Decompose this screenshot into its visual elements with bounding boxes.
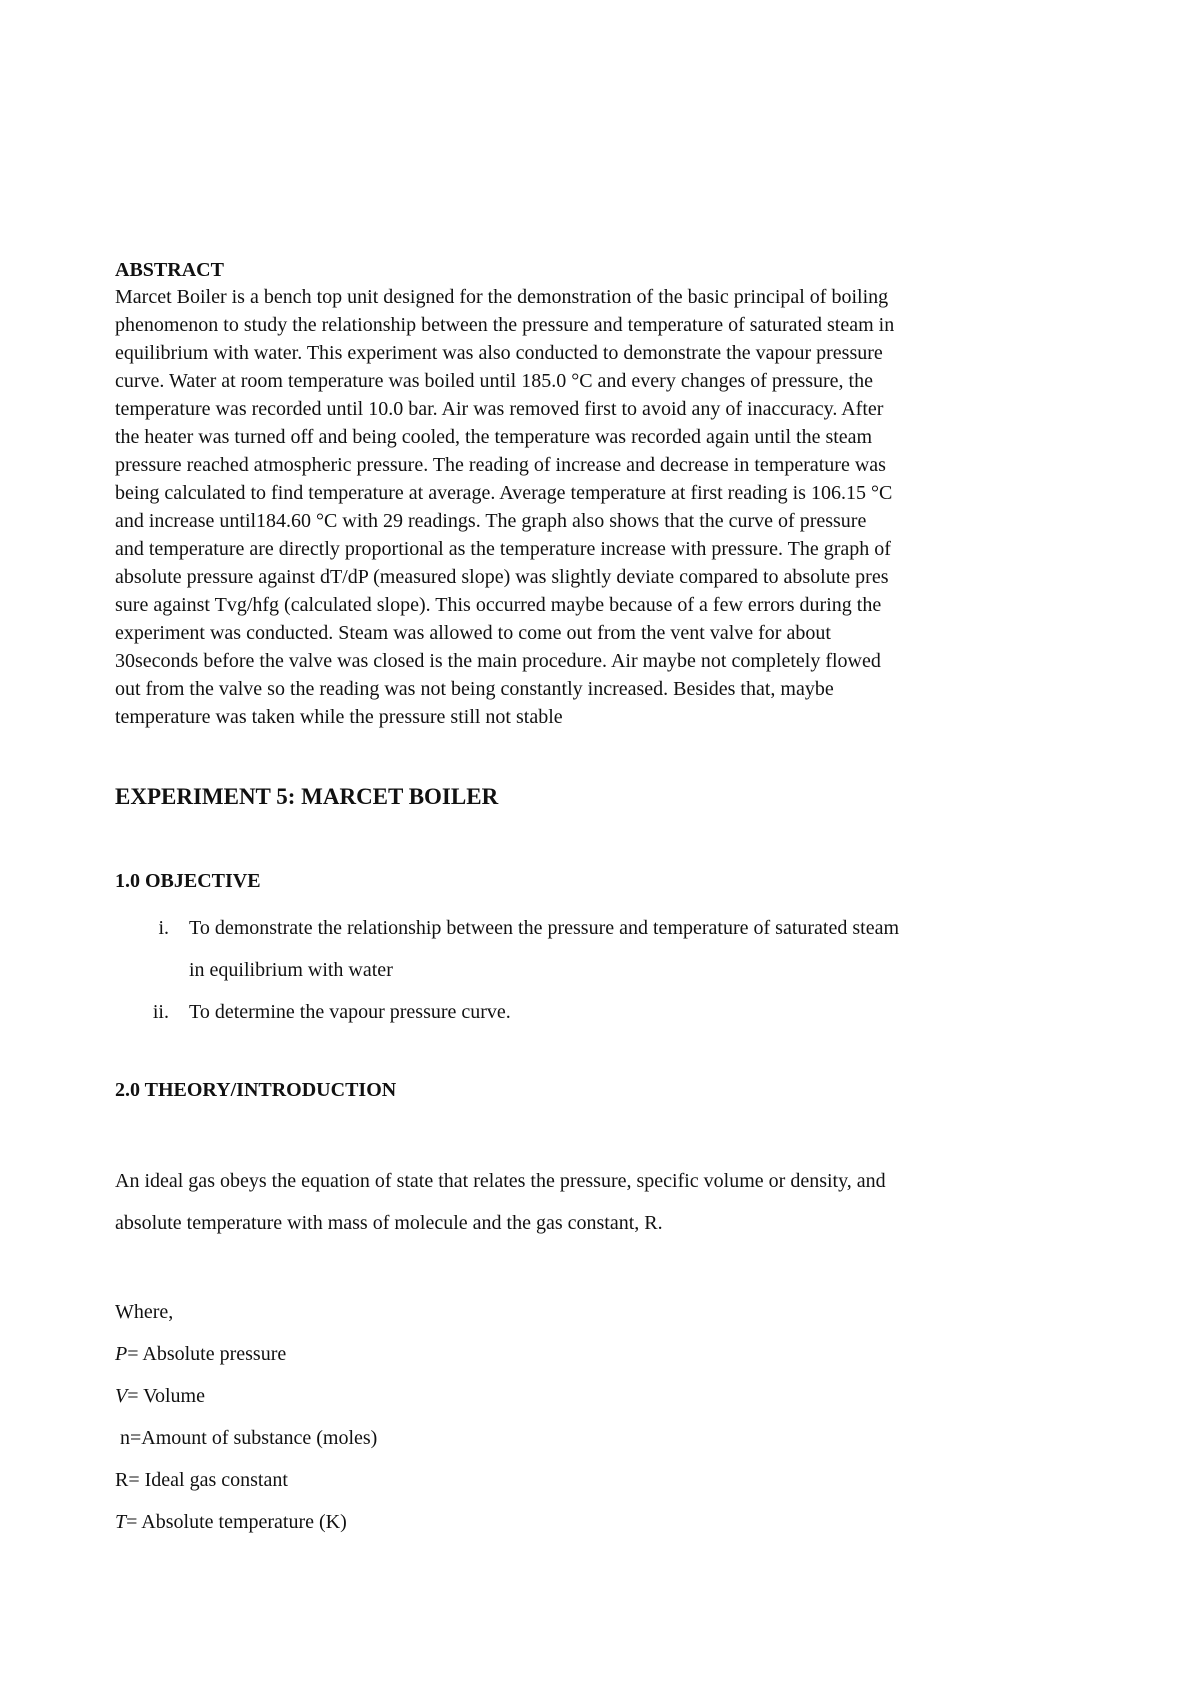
variable-definition <box>115 1417 377 1459</box>
variable-description: = Absolute pressure <box>127 1343 287 1365</box>
abstract-line: and increase until184.60 °C with 29 readings. The graph also shows that the curve of pressure <box>115 510 867 532</box>
variable-symbol: n <box>115 1427 130 1449</box>
variable-symbol: V <box>115 1385 128 1407</box>
abstract-line: Marcet Boiler is a bench top unit designed for the demonstration of the basic principal of boiling <box>115 286 889 308</box>
variable-symbol: T <box>115 1511 127 1533</box>
abstract-body <box>115 283 1075 731</box>
abstract-line: equilibrium with water. This experiment was also conducted to demonstrate the vapour pressure <box>115 342 883 364</box>
theory-heading: 2.0 THEORY/INTRODUCTION <box>115 1079 397 1101</box>
objective-text: To determine the vapour pressure curve. <box>189 1001 511 1023</box>
abstract-line: pressure reached atmospheric pressure. The reading of increase and decrease in temperature was <box>115 454 886 476</box>
abstract-line: phenomenon to study the relationship between the pressure and temperature of saturated steam in <box>115 314 895 336</box>
objective-item <box>115 907 1075 991</box>
variable-definitions <box>115 1291 377 1543</box>
variable-definition <box>115 1501 377 1543</box>
variable-symbol: R <box>115 1469 129 1491</box>
theory-paragraph <box>115 1160 886 1244</box>
abstract-line: experiment was conducted. Steam was allowed to come out from the vent valve for about <box>115 622 831 644</box>
objective-number: ii. <box>152 1001 169 1023</box>
theory-line: absolute temperature with mass of molecule and the gas constant, R. <box>115 1212 663 1234</box>
abstract-line: temperature was recorded until 10.0 bar. Air was removed first to avoid any of inaccuracy. After <box>115 398 884 420</box>
variable-definition <box>115 1333 377 1375</box>
objective-heading: 1.0 OBJECTIVE <box>115 870 261 892</box>
abstract-line: 30seconds before the valve was closed is the main procedure. Air maybe not completely flowed <box>115 650 881 672</box>
abstract-line: absolute pressure against dT/dP (measured slope) was slightly deviate compared to absolute pres <box>115 566 889 588</box>
document-page <box>115 257 1075 1533</box>
variable-symbol: P <box>115 1343 128 1365</box>
variable-description: = Absolute temperature (K) <box>126 1511 347 1533</box>
abstract-line: the heater was turned off and being cooled, the temperature was recorded again until the steam <box>115 426 873 448</box>
experiment-title: EXPERIMENT 5: MARCET BOILER <box>115 784 499 809</box>
abstract-line: temperature was taken while the pressure still not stable <box>115 706 563 728</box>
objective-text: in equilibrium with water <box>189 959 393 981</box>
variable-definition <box>115 1459 377 1501</box>
objective-item <box>115 991 1075 1033</box>
abstract-heading: ABSTRACT <box>115 259 224 281</box>
abstract-line: sure against Tvg/hfg (calculated slope). This occurred maybe because of a few errors during the <box>115 594 882 616</box>
variable-description: = Ideal gas constant <box>128 1469 288 1491</box>
variable-description: = Volume <box>127 1385 205 1407</box>
abstract-line: out from the valve so the reading was not being constantly increased. Besides that, maybe <box>115 678 834 700</box>
theory-line: An ideal gas obeys the equation of state that relates the pressure, specific volume or density, and <box>115 1170 886 1192</box>
variable-definition <box>115 1375 377 1417</box>
abstract-line: being calculated to find temperature at average. Average temperature at first reading is 106.15 °C <box>115 482 893 504</box>
objective-text: To demonstrate the relationship between the pressure and temperature of saturated steam <box>189 917 899 939</box>
abstract-line: and temperature are directly proportional as the temperature increase with pressure. The graph of <box>115 538 891 560</box>
variable-description: =Amount of substance (moles) <box>130 1427 378 1449</box>
where-label: Where, <box>115 1301 174 1323</box>
objective-number: i. <box>158 917 169 939</box>
abstract-line: curve. Water at room temperature was boiled until 185.0 °C and every changes of pressure, the <box>115 370 873 392</box>
objective-list <box>115 907 1075 1033</box>
